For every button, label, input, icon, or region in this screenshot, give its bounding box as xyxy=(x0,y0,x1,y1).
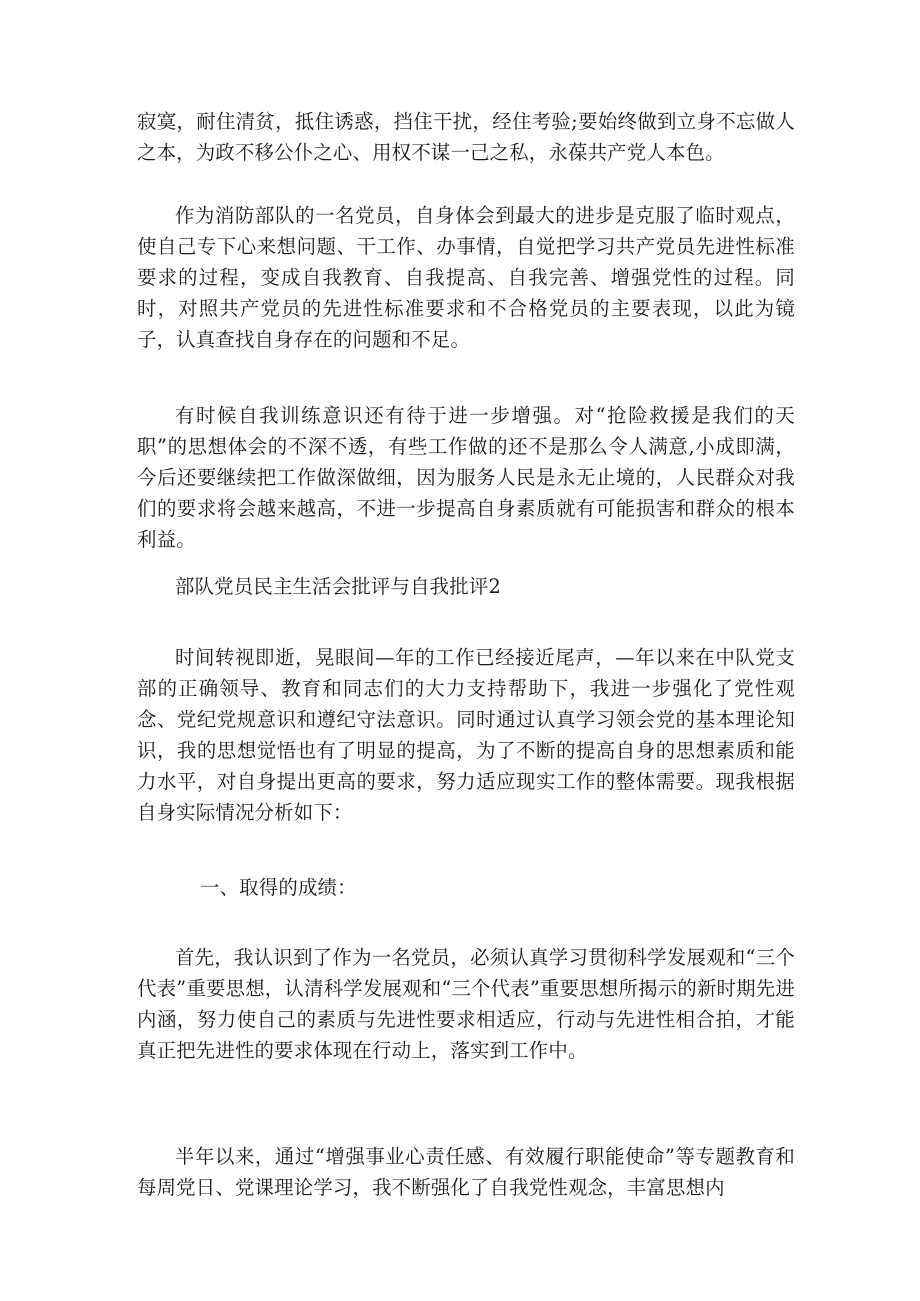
paragraph-continuation: 寂寞，耐住清贫，抵住诱惑，挡住干扰，经住考验;要始终做到立身不忘做人之本，为政不移公仆之心、用权不谋一己之私，永葆共产党人本色。 xyxy=(137,110,795,164)
paragraph-first-point: 首先，我认识到了作为一名党员，必须认真学习贯彻科学发展观和“三个代表”重要思想，认清科学发展观和“三个代表”重要思想所揭示的新时期先进内涵，努力使自己的素质与先进性要求相适应，行动与先进性相合拍，才能真正把先进性的要求体现在行动上，落实到工作中。 xyxy=(137,946,795,1062)
section-title: 部队党员民主生活会批评与自我批评2 xyxy=(175,575,501,598)
paragraph-intro: 时间转视即逝，晃眼间—年的工作已经接近尾声，—年以来在中队党支部的正确领导、教育和同志们的大力支持帮助下，我进一步强化了党性观念、党纪党规意识和遵纪守法意识。同时通过认真学习领会党的基本理论知识，我的思想觉悟也有了明显的提高，为了不断的提高自身的思想素质和能力水平，对自身提出更高的要求，努力适应现实工作的整体需要。现我根据自身实际情况分析如下： xyxy=(137,646,795,824)
paragraph-progress: 作为消防部队的一名党员，自身体会到最大的进步是克服了临时观点，使自己专下心来想问题、干工作、办事情，自觉把学习共产党员先进性标准要求的过程，变成自我教育、自我提高、自我完善、增强党性的过程。同时，对照共产党员的先进性标准要求和不合格党员的主要表现，以此为镜子，认真查找自身存在的问题和不足。 xyxy=(137,204,795,351)
paragraph-shortcomings: 有时候自我训练意识还有待于进一步增强。对“抢险救援是我们的天职”的思想体会的不深不透，有些工作做的还不是那么令人满意,小成即满，今后还要继续把工作做深做细，因为服务人民是永无止境的，人民群众对我们的要求将会越来越高，不进一步提高自身素质就有可能损害和群众的根本利益。 xyxy=(137,404,795,551)
subsection-heading: 一、取得的成绩： xyxy=(200,876,357,899)
paragraph-half-year: 半年以来，通过“增强事业心责任感、有效履行职能使命”等专题教育和每周党日、党课理论学习，我不断强化了自我党性观念，丰富思想内 xyxy=(137,1145,795,1199)
